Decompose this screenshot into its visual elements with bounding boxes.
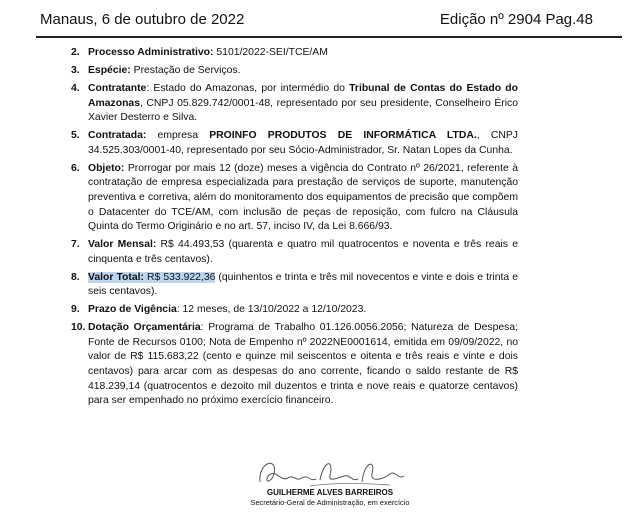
clause-text: : 12 meses, de 13/10/2022 a 12/10/2023. bbox=[176, 304, 367, 316]
clause-label: Contratante bbox=[88, 82, 147, 94]
clause-text: : Estado do Amazonas, por intermédio do bbox=[146, 82, 350, 94]
clause-number: 7. bbox=[71, 239, 80, 251]
clause-2 bbox=[71, 46, 518, 61]
clause-6 bbox=[71, 162, 518, 235]
clause-10 bbox=[71, 321, 518, 409]
clause-7 bbox=[71, 238, 518, 267]
clause-text: empresa bbox=[146, 130, 210, 142]
clause-label: Espécie: bbox=[88, 64, 131, 76]
clause-label: Objeto: bbox=[88, 162, 125, 174]
clause-text: , CNPJ 34.525.303/0001-40, representado por seu Sócio-Administrador, Sr. Natan Lopes da Cunha. bbox=[88, 130, 518, 156]
clause-text: Prorrogar por mais 12 (doze) meses a vigência do Contrato nº 26/2021, referente à contratação de empresa especializada para prestação de serviços de suporte, manutenção preventiva e corretiva, além do monitoramento dos equipamentos de precisão que compõem o Datacenter do TCE/AM, com inclusão de peças de reposição, com fulcro na Cláusula Quinta do Termo Originário e no art. 57, inciso IV, da Lei 8.666/93. bbox=[88, 162, 518, 233]
clause-3 bbox=[71, 64, 518, 79]
clause-bold-text: Tribunal de Contas do Estado do Amazonas bbox=[88, 82, 518, 109]
clause-8 bbox=[71, 271, 519, 300]
clause-bold-text: PROINFO PRODUTOS DE INFORMÁTICA LTDA. bbox=[209, 130, 477, 142]
clause-number: 3. bbox=[71, 64, 80, 76]
signatory-name: GUILHERME ALVES BARREIROS bbox=[266, 488, 394, 497]
clause-text: R$ 44.493,53 (quarenta e quatro mil quatrocentos e noventa e três reais e cinquenta e três centavos). bbox=[88, 239, 518, 265]
handwritten-signature bbox=[250, 452, 410, 492]
clause-4 bbox=[71, 82, 518, 126]
clause-label: Contratada: bbox=[88, 130, 147, 142]
clause-number: 2. bbox=[71, 47, 80, 58]
clause-number: 10. bbox=[71, 322, 86, 334]
clause-label: Processo Administrativo: bbox=[88, 47, 214, 58]
clause-number: 4. bbox=[71, 82, 80, 94]
header-date-place: Manaus, 6 de outubro de 2022 bbox=[40, 11, 245, 28]
clause-label-highlighted[interactable]: Valor Total: bbox=[88, 271, 144, 283]
total-value-highlighted[interactable]: R$ 533.922,36 bbox=[143, 271, 216, 283]
contract-clauses bbox=[71, 46, 519, 412]
page-header bbox=[0, 0, 635, 40]
clause-number: 8. bbox=[71, 271, 80, 283]
clause-label: Valor Mensal: bbox=[88, 239, 157, 251]
signature-block bbox=[200, 452, 460, 522]
clause-9 bbox=[71, 303, 518, 318]
clause-text: , CNPJ 05.829.742/0001-48, representado por seu presidente, Conselheiro Érico Xavier Desterro e Silva. bbox=[88, 97, 518, 124]
clause-text: (quinhentos e trinta e três mil novecentos e vinte e dois e trinta e seis centavos). bbox=[88, 271, 519, 298]
clause-number: 6. bbox=[71, 162, 80, 174]
signatory-role: Secretário-Geral de Administração, em exercício bbox=[250, 498, 410, 507]
clause-5 bbox=[71, 129, 518, 158]
clause-text: 5101/2022-SEI/TCE/AM bbox=[213, 47, 328, 58]
clause-text: Prestação de Serviços. bbox=[130, 64, 241, 76]
clause-number: 5. bbox=[71, 130, 80, 142]
header-edition: Edição nº 2904 Pag.48 bbox=[439, 11, 593, 28]
header-rule bbox=[36, 36, 622, 38]
clause-label: Dotação Orçamentária bbox=[88, 322, 201, 334]
clause-number: 9. bbox=[71, 304, 80, 316]
clause-text: : Programa de Trabalho 01.126.0056.2056; Natureza de Despesa; Fonte de Recursos 0100; Nota de Empenho nº 2022NE0001614, emitida em 09/09/2022, no valor de R$ 115.683,22 (cento e quinze mil seiscentos e oitenta e três reais e vinte e dois centavos) para arcar com as despesas do ano corrente, ficando o saldo restante de R$ 418.239,14 (quatrocentos e dezoito mil duzentos e trinta e nove reais e quatorze centavos) para ser empenhado no próximo exercício financeiro. bbox=[88, 322, 518, 407]
clause-label: Prazo de Vigência bbox=[88, 304, 177, 316]
